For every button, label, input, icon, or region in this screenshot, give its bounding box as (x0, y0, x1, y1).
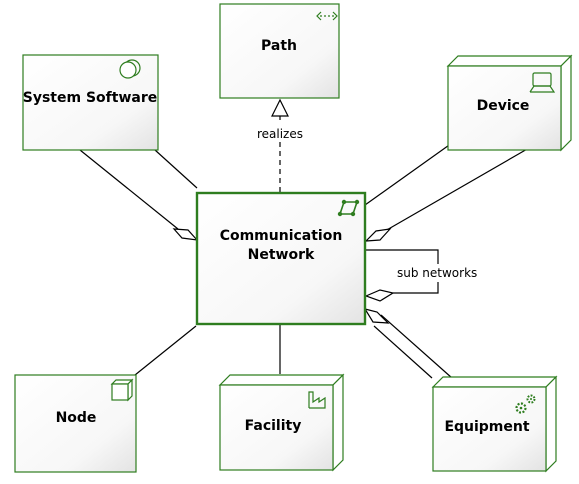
path-label: Path (261, 38, 297, 54)
node-connector[interactable] (135, 326, 196, 375)
realizes-label: realizes (256, 127, 304, 141)
node-icon (112, 380, 132, 400)
system-software-connector-2[interactable] (155, 150, 197, 188)
facility-element[interactable] (220, 375, 343, 470)
device-connector-2[interactable] (385, 148, 529, 231)
path-element[interactable] (220, 4, 339, 98)
communication-network-label-line1: Communication (219, 228, 343, 244)
device-label: Device (476, 98, 530, 114)
equipment-aggregation-diamond (365, 309, 388, 323)
system-software-aggregation-diamond (174, 229, 197, 240)
equipment-connector-2[interactable] (381, 315, 452, 378)
device-element[interactable] (448, 56, 571, 150)
node-element[interactable] (15, 375, 136, 472)
communication-network-label-line2: Network (247, 247, 315, 263)
system-software-label: System Software (22, 90, 158, 106)
node-label: Node (55, 410, 97, 426)
device-aggregation-diamond (366, 229, 390, 241)
communication-network-element[interactable] (197, 193, 365, 324)
equipment-label: Equipment (444, 419, 530, 435)
facility-label: Facility (244, 418, 302, 434)
equipment-element[interactable] (433, 377, 556, 471)
system-software-connector-1[interactable] (80, 150, 178, 229)
sub-networks-label: sub networks (397, 266, 478, 280)
device-connector-1[interactable] (365, 143, 452, 205)
sub-networks-aggregation-diamond (366, 290, 393, 301)
system-software-element[interactable] (23, 55, 158, 150)
realization-arrowhead (272, 100, 288, 116)
